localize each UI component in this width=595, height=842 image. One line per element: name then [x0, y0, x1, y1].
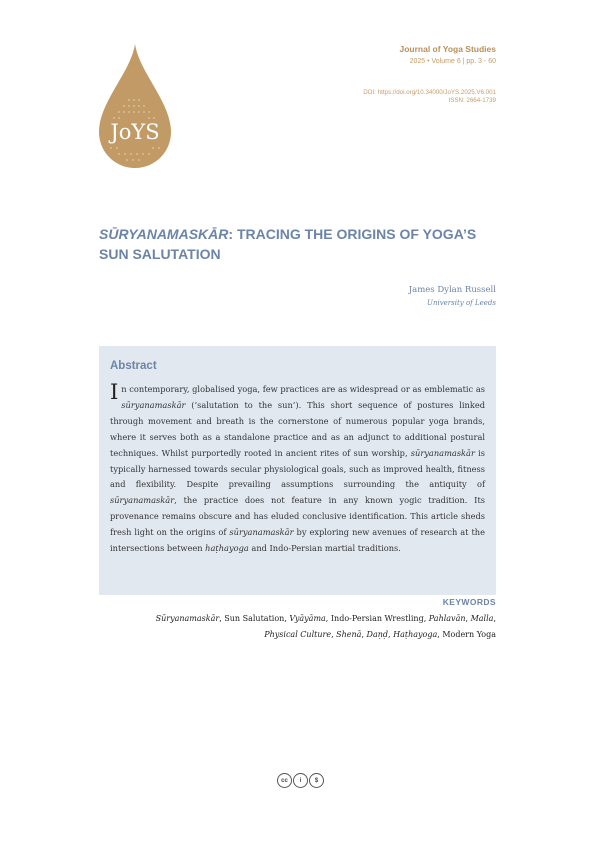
doi-link[interactable]: DOI: https://doi.org/10.34000/JoYS.2025.V6.001 [363, 89, 496, 96]
keyword-item: Physical Culture [264, 630, 332, 639]
journal-volume: 2025 • Volume 6 | pp. 3 - 60 [409, 58, 496, 65]
keyword-item: Malla [470, 614, 494, 623]
keywords-list: Sūryanamaskār, Sun Salutation, Vyāyāma, Indo-Persian Wrestling, Pahlavān, Malla, Physical Culture, Shenā, Daṇḍ, Haṭhayoga, Modern Yoga [155, 614, 496, 639]
abstract-term: sūryanamaskār [229, 527, 294, 538]
abstract-run: by exploring new avenues of research at the intersections between [110, 527, 485, 554]
title-emphasis: SŪRYANAMASKĀR [99, 226, 229, 242]
title-rest: : TRACING THE ORIGINS OF YOGA’S SUN SALUTATION [99, 226, 477, 262]
license-badge[interactable] [277, 773, 324, 788]
abstract-run: , the practice does not feature in any known yogic tradition. Its provenance remains obscure and has eluded conclusive identification. This article sheds fresh light on the origins of [110, 495, 485, 538]
author-affiliation: University of Leeds [427, 299, 496, 307]
journal-info [363, 44, 496, 104]
abstract-term: sūryanamaskār [110, 495, 175, 506]
author-block [409, 285, 496, 307]
abstract-heading: Abstract [110, 360, 157, 372]
journal-logo [99, 44, 171, 168]
keyword-item: Indo-Persian Wrestling [330, 614, 424, 623]
logo-text: JoYS [110, 120, 160, 144]
creative-commons-icon: cc [277, 773, 292, 788]
article-title [99, 224, 499, 264]
abstract-term: sūryanamaskār [121, 399, 186, 410]
abstract-run: n contemporary, globalised yoga, few practices are as widespread or as emblematic as [121, 384, 485, 394]
keyword-item: Sun Salutation [224, 614, 285, 623]
journal-name: Journal of Yoga Studies [399, 44, 496, 54]
abstract-run: and Indo-Persian martial traditions. [248, 543, 401, 554]
keyword-item: Pahlavān [428, 614, 466, 623]
abstract-text [110, 382, 485, 557]
author-name: James Dylan Russell [408, 285, 496, 295]
abstract-run: (‘salutation to the sun’). This short sequence of postures linked through movement and breath is the cornerstone of numerous popular yoga brands, where it serves both as a standalone practice and as an adjunct to additional postural techniques. Whilst purportedly rooted in ancient rites of sun worship, [110, 399, 485, 458]
non-commercial-icon: $ [309, 773, 324, 788]
issn: ISSN: 2664-1739 [448, 97, 496, 104]
abstract-box [99, 346, 496, 595]
keyword-item: Daṇḍ [366, 630, 389, 639]
abstract-run: is typically harnessed towards secular physiological goals, such as improved health, fitness and flexibility. Despite prevailing assumptions surrounding the antiquity of [110, 447, 485, 490]
keyword-item: Shenā [336, 630, 362, 639]
abstract-term: sūryanamaskār [410, 447, 475, 458]
keyword-item: Vyāyāma [289, 614, 326, 623]
keyword-item: Haṭhayoga [393, 630, 438, 639]
attribution-icon: i [293, 773, 308, 788]
abstract-term: haṭhayoga [205, 543, 249, 554]
keywords-heading: KEYWORDS [442, 597, 496, 607]
drop-cap: I [110, 380, 119, 404]
keyword-item: Sūryanamaskār [155, 614, 220, 623]
keyword-item: Modern Yoga [442, 630, 496, 639]
